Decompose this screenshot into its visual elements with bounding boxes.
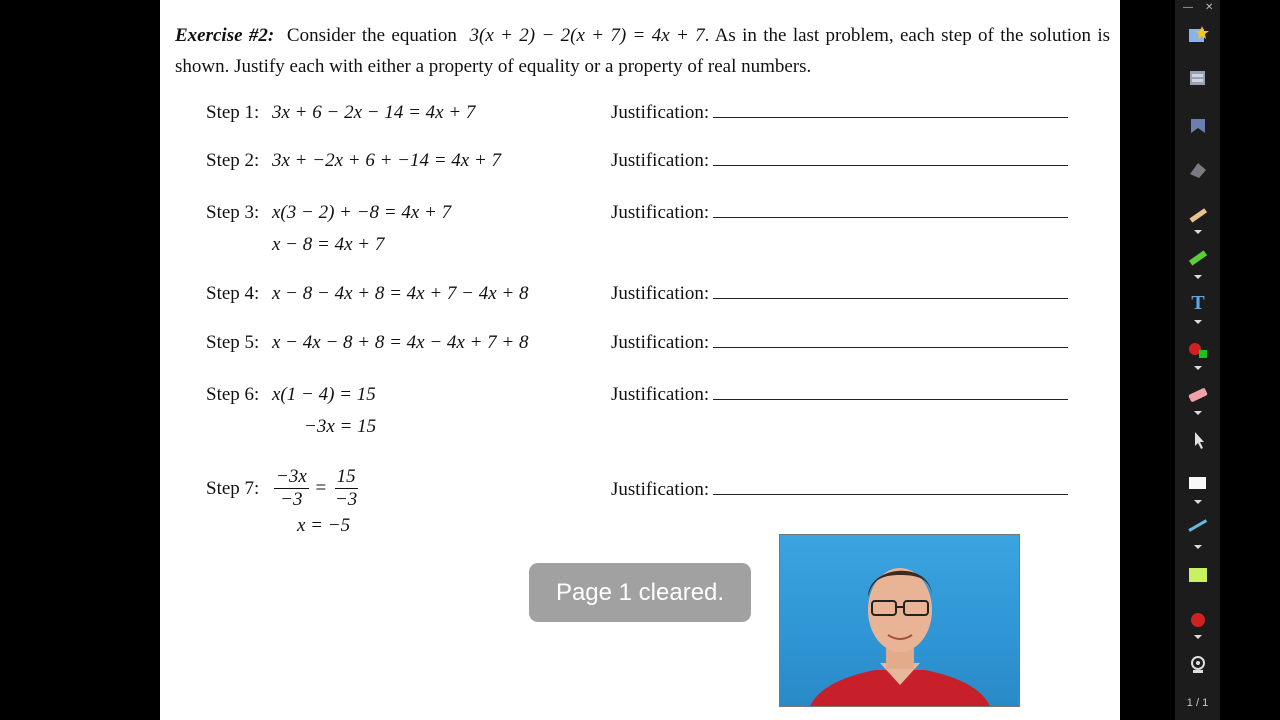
justification-7[interactable] bbox=[611, 479, 1068, 501]
justification-4[interactable] bbox=[611, 283, 1068, 305]
left-letterbox bbox=[0, 0, 160, 720]
step-label: Step 7: bbox=[206, 477, 260, 499]
step-solution: x = −5 bbox=[297, 515, 351, 536]
step-equation-line2: x − 8 = 4x + 7 bbox=[272, 234, 385, 255]
justification-5[interactable] bbox=[611, 332, 1068, 354]
answer-line[interactable] bbox=[713, 164, 1068, 166]
chevron-down-icon[interactable] bbox=[1194, 366, 1202, 370]
answer-line[interactable] bbox=[713, 297, 1068, 299]
answer-line[interactable] bbox=[713, 398, 1068, 400]
minimize-button[interactable]: — bbox=[1183, 2, 1193, 13]
exercise-intro bbox=[175, 20, 1110, 82]
exercise-equation: 3(x + 2) − 2(x + 7) = 4x + 7 bbox=[469, 25, 705, 46]
step-label: Step 6: bbox=[206, 384, 260, 405]
justification-label: Justification: bbox=[611, 479, 710, 500]
answer-line[interactable] bbox=[713, 493, 1068, 495]
pen-icon[interactable] bbox=[1187, 516, 1209, 536]
step-1 bbox=[206, 102, 475, 124]
exercise-prompt-rest: . As in the last problem, each step of the solution is shown. Justify each with either a property of equality or a property of real numbers. bbox=[175, 25, 1111, 77]
justification-label: Justification: bbox=[611, 332, 710, 353]
step-3 bbox=[206, 202, 451, 256]
step-6 bbox=[206, 384, 376, 438]
record-icon[interactable] bbox=[1187, 610, 1209, 630]
chevron-down-icon[interactable] bbox=[1194, 635, 1202, 639]
fraction-denominator: −3 bbox=[280, 489, 303, 510]
answer-line[interactable] bbox=[713, 216, 1068, 218]
fraction-numerator: −3x bbox=[276, 466, 307, 487]
step-4 bbox=[206, 283, 528, 305]
rectangle-icon[interactable] bbox=[1187, 565, 1209, 585]
close-button[interactable]: ✕ bbox=[1205, 2, 1214, 13]
step-2 bbox=[206, 150, 501, 172]
step-label: Step 3: bbox=[206, 202, 260, 223]
fraction-right bbox=[333, 466, 359, 511]
chevron-down-icon[interactable] bbox=[1194, 411, 1202, 415]
right-margin bbox=[1220, 0, 1280, 720]
chevron-down-icon[interactable] bbox=[1194, 320, 1202, 324]
webcam-icon[interactable] bbox=[1187, 655, 1209, 675]
chevron-down-icon[interactable] bbox=[1194, 275, 1202, 279]
shape-icon[interactable] bbox=[1187, 160, 1209, 180]
bookmark-icon[interactable] bbox=[1187, 115, 1209, 135]
step-equation: x − 4x − 8 + 8 = 4x − 4x + 7 + 8 bbox=[272, 332, 529, 353]
justification-label: Justification: bbox=[611, 283, 710, 304]
step-equation-line2: −3x = 15 bbox=[304, 416, 377, 437]
step-equation: 3x + 6 − 2x − 14 = 4x + 7 bbox=[272, 102, 476, 123]
answer-line[interactable] bbox=[713, 346, 1068, 348]
page-count: 1 / 1 bbox=[1186, 697, 1209, 709]
pointer-icon[interactable] bbox=[1187, 430, 1209, 450]
justification-3[interactable] bbox=[611, 202, 1068, 224]
color-picker-icon[interactable] bbox=[1187, 340, 1209, 360]
eraser-icon[interactable] bbox=[1187, 385, 1209, 405]
step-label: Step 1: bbox=[206, 102, 260, 123]
fraction-left bbox=[274, 466, 309, 511]
chevron-down-icon[interactable] bbox=[1194, 500, 1202, 504]
step-label: Step 5: bbox=[206, 332, 260, 353]
step-label: Step 2: bbox=[206, 150, 260, 171]
text-tool-icon[interactable]: T bbox=[1191, 292, 1205, 314]
fraction-denominator: −3 bbox=[334, 489, 358, 510]
page-cleared-toast: Page 1 cleared. bbox=[529, 563, 751, 622]
right-letterbox bbox=[1120, 0, 1175, 720]
star-icon[interactable] bbox=[1187, 25, 1209, 45]
step-equation: 3x + −2x + 6 + −14 = 4x + 7 bbox=[272, 150, 502, 171]
presenter-video bbox=[780, 535, 1019, 706]
justification-label: Justification: bbox=[611, 150, 710, 171]
exercise-prompt: Consider the equation bbox=[286, 25, 457, 46]
justification-label: Justification: bbox=[611, 384, 710, 405]
step-7: Step 7: $\frac{-3x}{-3}$ = $\frac{15}{-3}$ x = −5 bbox=[206, 466, 358, 536]
justification-1[interactable] bbox=[611, 102, 1068, 124]
chevron-down-icon[interactable] bbox=[1194, 545, 1202, 549]
answer-line[interactable] bbox=[713, 116, 1068, 118]
justification-6[interactable] bbox=[611, 384, 1068, 406]
step-label: Step 4: bbox=[206, 283, 260, 304]
exercise-label: Exercise #2: bbox=[175, 25, 275, 46]
step-5 bbox=[206, 332, 528, 354]
justification-label: Justification: bbox=[611, 202, 710, 223]
justification-2[interactable] bbox=[611, 150, 1068, 172]
step-equation: x(3 − 2) + −8 = 4x + 7 bbox=[272, 202, 452, 223]
database-icon[interactable] bbox=[1187, 68, 1209, 88]
webcam-overlay bbox=[779, 534, 1020, 707]
pencil-icon[interactable] bbox=[1187, 205, 1209, 225]
justification-label: Justification: bbox=[611, 102, 710, 123]
fraction-numerator: 15 bbox=[336, 466, 356, 487]
whiteboard-icon[interactable] bbox=[1187, 473, 1209, 493]
highlighter-icon[interactable] bbox=[1187, 248, 1209, 268]
chevron-down-icon[interactable] bbox=[1194, 230, 1202, 234]
step-equation: x − 8 − 4x + 8 = 4x + 7 − 4x + 8 bbox=[272, 283, 529, 304]
annotation-toolbar bbox=[1175, 0, 1220, 720]
step-equation: x(1 − 4) = 15 bbox=[272, 384, 376, 405]
